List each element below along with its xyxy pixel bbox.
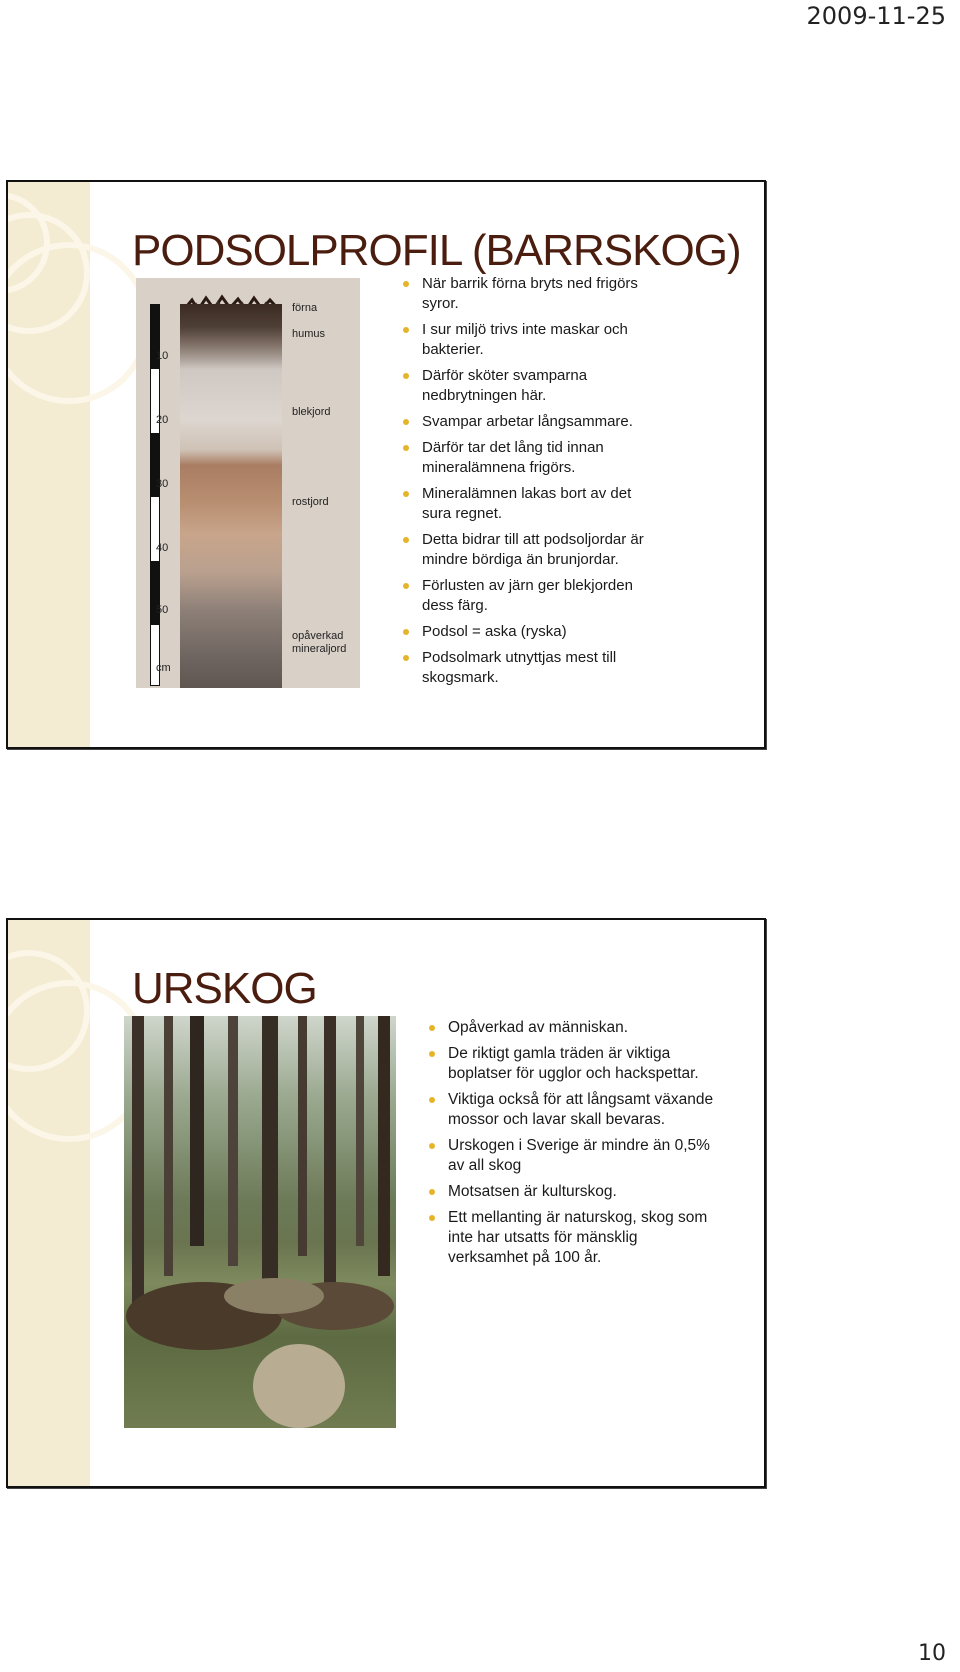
layer-label-rostjord: rostjord — [292, 496, 329, 508]
bullet-icon — [429, 1189, 435, 1195]
bullet-item — [400, 648, 660, 688]
forest-illustration — [124, 1016, 396, 1428]
bullet-text: Därför sköter svamparna nedbrytningen här. — [422, 367, 588, 404]
bullet-item — [426, 1044, 716, 1084]
layer-label-humus: humus — [292, 328, 326, 340]
bullet-text: Opåverkad av människan. — [448, 1019, 629, 1036]
bullet-item — [400, 438, 660, 478]
bullet-text: De riktigt gamla träden är viktiga boplatser för ugglor och hackspettar. — [448, 1045, 699, 1082]
bullet-text: Mineralämnen lakas bort av det sura regnet. — [422, 485, 632, 522]
bullet-item — [400, 320, 660, 360]
scale-label: 40 — [156, 542, 169, 554]
bullet-text: När barrik förna bryts ned frigörs syror. — [422, 275, 638, 312]
decorative-band — [8, 920, 90, 1486]
bullet-icon — [429, 1097, 435, 1103]
bullet-item — [400, 622, 660, 642]
bullet-list — [426, 1018, 716, 1274]
bullet-item — [400, 530, 660, 570]
scale-label: 10 — [156, 350, 169, 362]
scale-label: 20 — [156, 414, 169, 426]
bullet-text: Svampar arbetar långsammare. — [422, 413, 633, 430]
bullet-item — [400, 484, 660, 524]
scale-label: cm — [156, 662, 171, 674]
slide-urskog — [6, 918, 766, 1488]
bullet-text: Ett mellanting är naturskog, skog som inte har utsatts för mänsklig verksamhet på 100 år. — [448, 1209, 708, 1266]
bullet-icon — [403, 419, 409, 425]
slide-title: PODSOLPROFIL (BARRSKOG) — [132, 226, 741, 275]
bullet-text: Detta bidrar till att podsoljordar är mindre bördiga än brunjordar. — [422, 531, 644, 568]
bullet-text: Urskogen i Sverige är mindre än 0,5% av all skog — [448, 1137, 710, 1174]
layer-label-forna: förna — [292, 302, 318, 314]
bullet-icon — [403, 373, 409, 379]
bullet-icon — [403, 281, 409, 287]
bullet-item — [400, 274, 660, 314]
bullet-text: I sur miljö trivs inte maskar och bakterier. — [422, 321, 628, 358]
bullet-item — [400, 366, 660, 406]
bullet-text: Viktiga också för att långsamt växande mossor och lavar skall bevaras. — [448, 1091, 714, 1128]
bullet-item — [426, 1090, 716, 1130]
bullet-text: Motsatsen är kulturskog. — [448, 1183, 617, 1200]
bullet-icon — [429, 1143, 435, 1149]
bullet-list — [400, 274, 660, 694]
layer-label-blekjord: blekjord — [292, 406, 331, 418]
bullet-text: Därför tar det lång tid innan mineralämnena frigörs. — [422, 439, 604, 476]
decorative-band — [8, 182, 90, 747]
bullet-text: Podsolmark utnyttjas mest till skogsmark. — [422, 649, 617, 686]
soil-profile-image — [136, 278, 360, 688]
bullet-item — [426, 1136, 716, 1176]
bullet-item — [426, 1018, 716, 1038]
bullet-icon — [403, 583, 409, 589]
bullet-item — [400, 412, 660, 432]
bullet-icon — [429, 1025, 435, 1031]
forest-photo — [124, 1016, 396, 1428]
soil-column — [180, 304, 282, 688]
bullet-icon — [403, 537, 409, 543]
bullet-icon — [429, 1215, 435, 1221]
bullet-icon — [403, 491, 409, 497]
page-number: 10 — [918, 1641, 946, 1666]
bullet-icon — [429, 1051, 435, 1057]
slide-title: URSKOG — [132, 964, 317, 1013]
bullet-item — [426, 1208, 716, 1268]
slide-podsolprofil — [6, 180, 766, 749]
bullet-text: Förlusten av järn ger blekjorden dess färg. — [422, 577, 633, 614]
bullet-item — [400, 576, 660, 616]
bullet-icon — [403, 445, 409, 451]
bullet-icon — [403, 327, 409, 333]
bullet-icon — [403, 629, 409, 635]
scale-label: 50 — [156, 604, 169, 616]
layer-label-mineraljord: opåverkad mineraljord — [292, 630, 347, 655]
bullet-icon — [403, 655, 409, 661]
bullet-text: Podsol = aska (ryska) — [422, 623, 567, 640]
scale-label: 30 — [156, 478, 169, 490]
page-date: 2009-11-25 — [806, 2, 946, 30]
bullet-item — [426, 1182, 716, 1202]
